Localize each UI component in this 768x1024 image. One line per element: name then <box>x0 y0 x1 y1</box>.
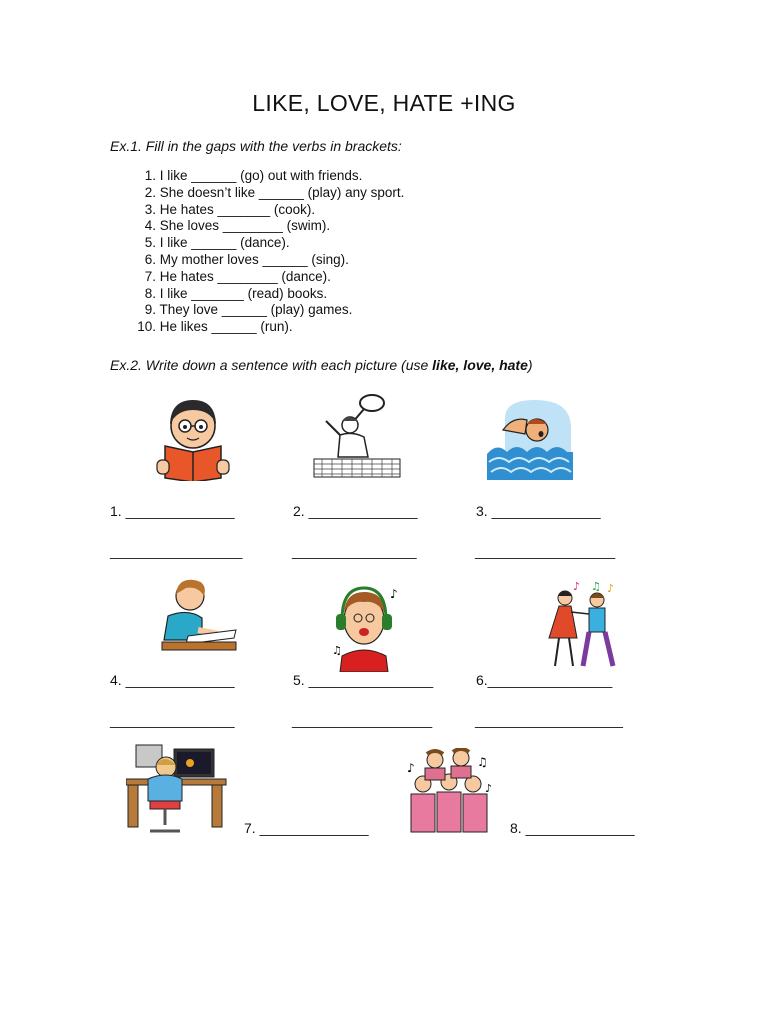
answer-7-label: 7. ______________ <box>244 820 369 836</box>
boy-writing-picture <box>158 574 238 654</box>
child-computer-picture <box>126 743 228 837</box>
list-item: 8. I like _______ (read) books. <box>144 285 328 301</box>
answer-5-label: 5. ________________ <box>293 672 434 688</box>
answer-2-label: 2. ______________ <box>293 503 418 519</box>
list-item: 2. She doesn’t like ______ (play) any sport. <box>144 184 405 200</box>
list-item: 6. My mother loves ______ (sing). <box>144 251 349 267</box>
man-headphones-singing-picture <box>330 582 405 672</box>
answer-4-label: 4. ______________ <box>110 672 235 688</box>
svg-text:♪: ♪ <box>407 761 415 775</box>
list-item: 9. They love ______ (play) games. <box>144 302 353 318</box>
answer-2-line: ________________ <box>292 543 417 559</box>
list-item: 10. He likes ______ (run). <box>137 319 293 335</box>
answer-3-line: __________________ <box>475 543 616 559</box>
exercise-1-instruction: Ex.1. Fill in the gaps with the verbs in brackets: <box>110 138 402 154</box>
answer-3-label: 3. ______________ <box>476 503 601 519</box>
exercise-2-instruction: Ex.2. Write down a sentence with each picture (use like, love, hate) <box>110 357 533 373</box>
list-item: 1. I like ______ (go) out with friends. <box>144 168 363 183</box>
answer-8-label: 8. ______________ <box>510 820 635 836</box>
man-swimming-picture <box>485 398 575 480</box>
couple-dancing-picture <box>545 580 620 672</box>
svg-text:♫: ♫ <box>477 755 488 769</box>
svg-text:♫: ♫ <box>591 580 601 593</box>
choir-singing-picture <box>405 748 495 836</box>
svg-text:♪: ♪ <box>485 782 493 795</box>
svg-text:♪: ♪ <box>607 582 615 595</box>
list-item: 7. He hates ________ (dance). <box>144 268 331 284</box>
woman-tennis-picture <box>312 391 402 481</box>
list-item: 5. I like ______ (dance). <box>144 235 290 251</box>
answer-1-label: 1. ______________ <box>110 503 235 519</box>
page-title: LIKE, LOVE, HATE +ING <box>252 90 516 116</box>
answer-4-line: ________________ <box>110 712 235 728</box>
exercise-1-list <box>130 168 404 336</box>
svg-text:♫: ♫ <box>332 644 342 657</box>
svg-text:♪: ♪ <box>390 587 398 601</box>
list-item: 3. He hates _______ (cook). <box>144 201 316 217</box>
svg-text:♪: ♪ <box>573 580 581 593</box>
list-item: 4. She loves ________ (swim). <box>144 218 331 234</box>
answer-1-line: _________________ <box>110 543 243 559</box>
answer-6-label: 6.________________ <box>476 672 613 688</box>
boy-reading-picture <box>155 396 230 481</box>
answer-6-line: ___________________ <box>475 712 623 728</box>
answer-5-line: __________________ <box>292 712 433 728</box>
